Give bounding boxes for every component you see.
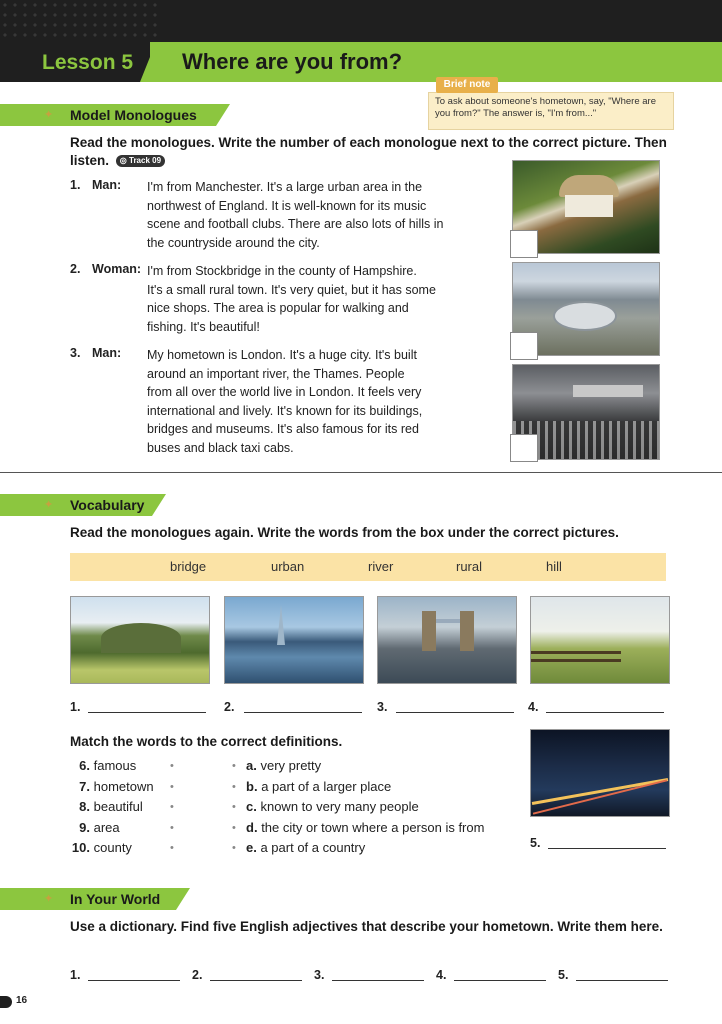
word-item: river bbox=[368, 559, 394, 574]
text-line: My hometown is London. It's a huge city. It's built bbox=[147, 348, 417, 362]
text-line: around an important river, the Thames. People bbox=[147, 366, 405, 381]
tower-bridge-photo bbox=[377, 596, 517, 684]
section-slant bbox=[152, 494, 166, 516]
brief-note-label: Brief note bbox=[436, 77, 498, 93]
monologue-number: 2. bbox=[70, 262, 81, 276]
match-word: 9. area bbox=[79, 819, 120, 835]
text-line: I'm from Manchester. It's a large urban area in the bbox=[147, 180, 423, 194]
answer-line[interactable] bbox=[548, 848, 666, 849]
blank-label: 1. bbox=[70, 968, 81, 982]
star-icon: ✦ bbox=[44, 109, 54, 121]
match-word: 8. beautiful bbox=[79, 799, 143, 814]
vocabulary-instruction: Read the monologues again. Write the words from the box under the correct pictures. bbox=[70, 525, 619, 540]
monologue-speaker: Woman: bbox=[92, 262, 142, 276]
definition: d. the city or town where a person is from bbox=[246, 819, 485, 835]
definition: a. very pretty bbox=[246, 758, 322, 773]
text-line: bridges and museums. It's also famous for its red bbox=[147, 422, 419, 436]
answer-box[interactable] bbox=[510, 230, 538, 258]
definition: b. a part of a larger place bbox=[246, 778, 392, 794]
answer-line[interactable] bbox=[244, 712, 362, 713]
monologue-speaker: Man: bbox=[92, 346, 122, 360]
text-line: fishing. It's beautiful! bbox=[147, 319, 260, 334]
text-line: northwest of England. It is well-known for its music bbox=[147, 198, 427, 213]
blank-label: 4. bbox=[436, 968, 447, 982]
monologue-text bbox=[147, 346, 492, 457]
headphones-icon: ◎ bbox=[119, 156, 127, 166]
section-heading-monologues: Model Monologues bbox=[70, 107, 197, 123]
answer-line[interactable] bbox=[454, 980, 546, 981]
word-item: rural bbox=[456, 559, 483, 574]
match-dots-right[interactable]: • • • • • bbox=[232, 760, 236, 854]
section-divider bbox=[0, 472, 722, 473]
page-number: 16 bbox=[16, 995, 28, 1006]
answer-line[interactable] bbox=[332, 980, 424, 981]
section-heading-vocabulary: Vocabulary bbox=[70, 497, 145, 513]
monologue-number: 3. bbox=[70, 346, 81, 360]
answer-line[interactable] bbox=[88, 980, 180, 981]
picture-label: 5. bbox=[530, 836, 541, 850]
blank-label: 5. bbox=[558, 968, 569, 982]
star-icon: ✦ bbox=[44, 893, 54, 905]
match-instruction: Match the words to the correct definitions. bbox=[70, 734, 343, 749]
answer-line[interactable] bbox=[396, 712, 514, 713]
definition: c. known to very many people bbox=[246, 799, 419, 814]
monologue-number: 1. bbox=[70, 178, 81, 192]
lesson-number: Lesson 5 bbox=[42, 51, 134, 74]
answer-line[interactable] bbox=[210, 980, 302, 981]
monologue-speaker: Man: bbox=[92, 178, 122, 192]
answer-line[interactable] bbox=[88, 712, 206, 713]
brief-note-text: To ask about someone's hometown, say, "Where are you from?" The answer is, "I'm from..." bbox=[435, 96, 656, 119]
text-line: I'm from Stockbridge in the county of Hampshire. bbox=[147, 264, 417, 278]
blank-label: 3. bbox=[314, 968, 325, 982]
match-word: 6. famous bbox=[79, 758, 137, 773]
text-line: from all over the world live in London. It feels very bbox=[147, 385, 422, 399]
definition: e. a part of a country bbox=[246, 840, 366, 855]
text-line: nice shops. The area is popular for walking and bbox=[147, 301, 409, 315]
instruction-text: Read the monologues. Write the number of each monologue next to the correct picture. Then listen. bbox=[70, 135, 667, 168]
text-line: the countryside around the city. bbox=[147, 235, 320, 250]
text-line: It's a small rural town. It's very quiet, but it has some bbox=[147, 282, 436, 297]
section-slant bbox=[216, 104, 230, 126]
audio-track-badge[interactable] bbox=[116, 155, 165, 167]
answer-box[interactable] bbox=[510, 332, 538, 360]
picture-label: 1. bbox=[70, 700, 81, 714]
hill-landscape-photo bbox=[70, 596, 210, 684]
word-item: urban bbox=[271, 559, 305, 574]
night-city-photo bbox=[530, 729, 670, 817]
word-item: hill bbox=[546, 559, 562, 574]
blank-label: 2. bbox=[192, 968, 203, 982]
city-river-photo bbox=[224, 596, 364, 684]
section-slant bbox=[176, 888, 190, 910]
brief-note-box bbox=[428, 92, 674, 130]
picture-label: 3. bbox=[377, 700, 388, 714]
section-heading-in-your-world: In Your World bbox=[70, 891, 161, 907]
match-word: 10. county bbox=[71, 840, 132, 855]
answer-line[interactable] bbox=[546, 712, 664, 713]
definition-list bbox=[246, 756, 526, 859]
match-word: 7. hometown bbox=[79, 778, 154, 794]
page-title: Where are you from? bbox=[182, 49, 403, 74]
match-dots-left[interactable]: • • • • • bbox=[170, 760, 174, 854]
answer-line[interactable] bbox=[576, 980, 668, 981]
in-your-world-instruction: Use a dictionary. Find five English adjectives that describe your hometown. Write them here. bbox=[70, 919, 663, 934]
answer-box[interactable] bbox=[510, 434, 538, 462]
word-item: bridge bbox=[170, 559, 207, 574]
text-line: international and lively. It's known for its buildings, bbox=[147, 403, 423, 418]
track-label: Track 09 bbox=[129, 156, 162, 166]
picture-label: 4. bbox=[528, 700, 539, 714]
text-line: buses and black taxi cabs. bbox=[147, 440, 294, 455]
header-dot-pattern bbox=[0, 0, 160, 40]
page-number-tab bbox=[0, 996, 12, 1008]
star-icon: ✦ bbox=[44, 499, 54, 511]
monologue-text bbox=[147, 178, 492, 252]
rural-field-photo bbox=[530, 596, 670, 684]
monologue-text bbox=[147, 262, 492, 336]
picture-label: 2. bbox=[224, 700, 235, 714]
text-line: scene and football clubs. There are also lots of hills in bbox=[147, 217, 444, 231]
